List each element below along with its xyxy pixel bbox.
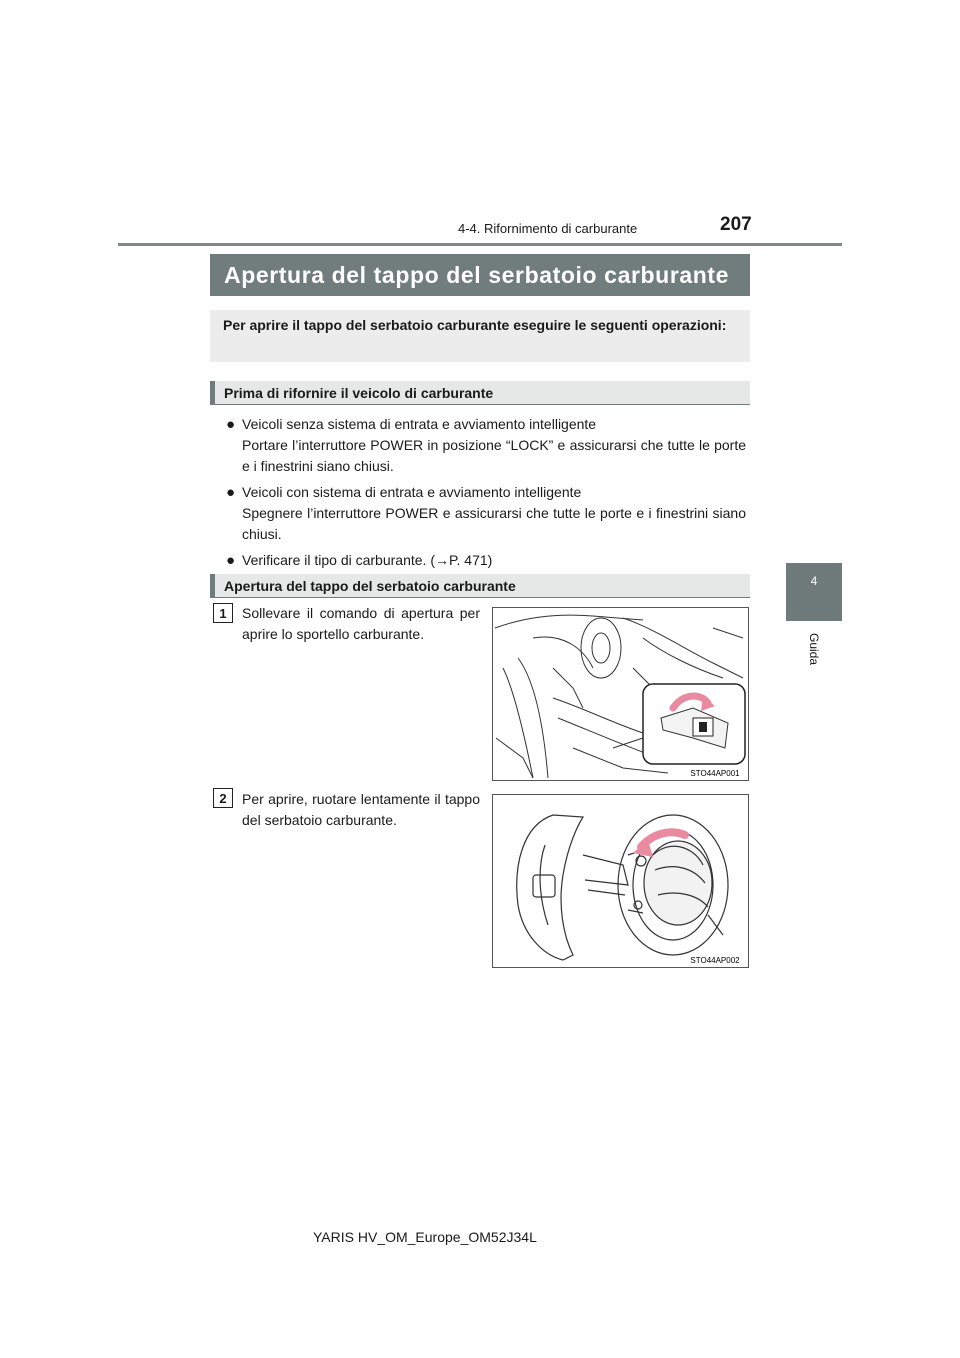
chapter-number: 4 <box>810 574 818 588</box>
bullet-icon: ● <box>226 484 236 501</box>
chapter-tab[interactable] <box>786 563 842 621</box>
bullet-title: Veicoli con sistema di entrata e avviamento intelligente <box>242 484 582 500</box>
step-text-1: Sollevare il comando di apertura per aprire lo sportello carburante. <box>242 605 480 642</box>
section-label: 4-4. Rifornimento di carburante <box>458 221 638 236</box>
document-footer: YARIS HV_OM_Europe_OM52J34L <box>313 1229 537 1245</box>
figure-code: STO44AP001 <box>690 769 740 778</box>
chapter-label-text: Guida <box>807 632 821 666</box>
bullet-icon: ● <box>226 552 236 569</box>
step-number-1: 1 <box>213 603 233 623</box>
list-item <box>226 482 746 545</box>
bullet-body: Portare l’interruttore POWER in posizione “LOCK” e assicurarsi che tutte le porte e i finestrini siano chiusi. <box>242 437 746 474</box>
figure-fuel-cap <box>492 794 749 968</box>
section-heading-open-cap: Apertura del tappo del serbatoio carburante <box>210 574 750 598</box>
page-title: Apertura del tappo del serbatoio carburante <box>210 254 750 296</box>
page-number: 207 <box>720 214 752 235</box>
car-interior-illustration <box>493 608 748 780</box>
list-item <box>226 414 746 477</box>
chapter-label <box>786 628 842 678</box>
intro-box: Per aprire il tappo del serbatoio carburante eseguire le seguenti operazioni: <box>210 310 750 362</box>
figure-code: STO44AP002 <box>690 956 740 965</box>
bullet-list <box>226 414 746 576</box>
bullet-body: Spegnere l’interruttore POWER e assicurarsi che tutte le porte e i finestrini siano chiusi. <box>242 505 746 542</box>
header-rule <box>118 243 842 246</box>
bullet-title: Verificare il tipo di carburante. (→P. 471) <box>242 552 493 568</box>
lever-callout <box>643 684 745 764</box>
bullet-title: Veicoli senza sistema di entrata e avviamento intelligente <box>242 416 597 432</box>
step-text-2: Per aprire, ruotare lentamente il tappo del serbatoio carburante. <box>242 791 480 828</box>
fuel-cap-illustration <box>493 795 748 967</box>
section-heading-before-refuel: Prima di rifornire il veicolo di carburante <box>210 381 750 405</box>
figure-fuel-door-lever <box>492 607 749 781</box>
list-item <box>226 550 746 571</box>
step-number-2: 2 <box>213 788 233 808</box>
bullet-icon: ● <box>226 416 236 433</box>
